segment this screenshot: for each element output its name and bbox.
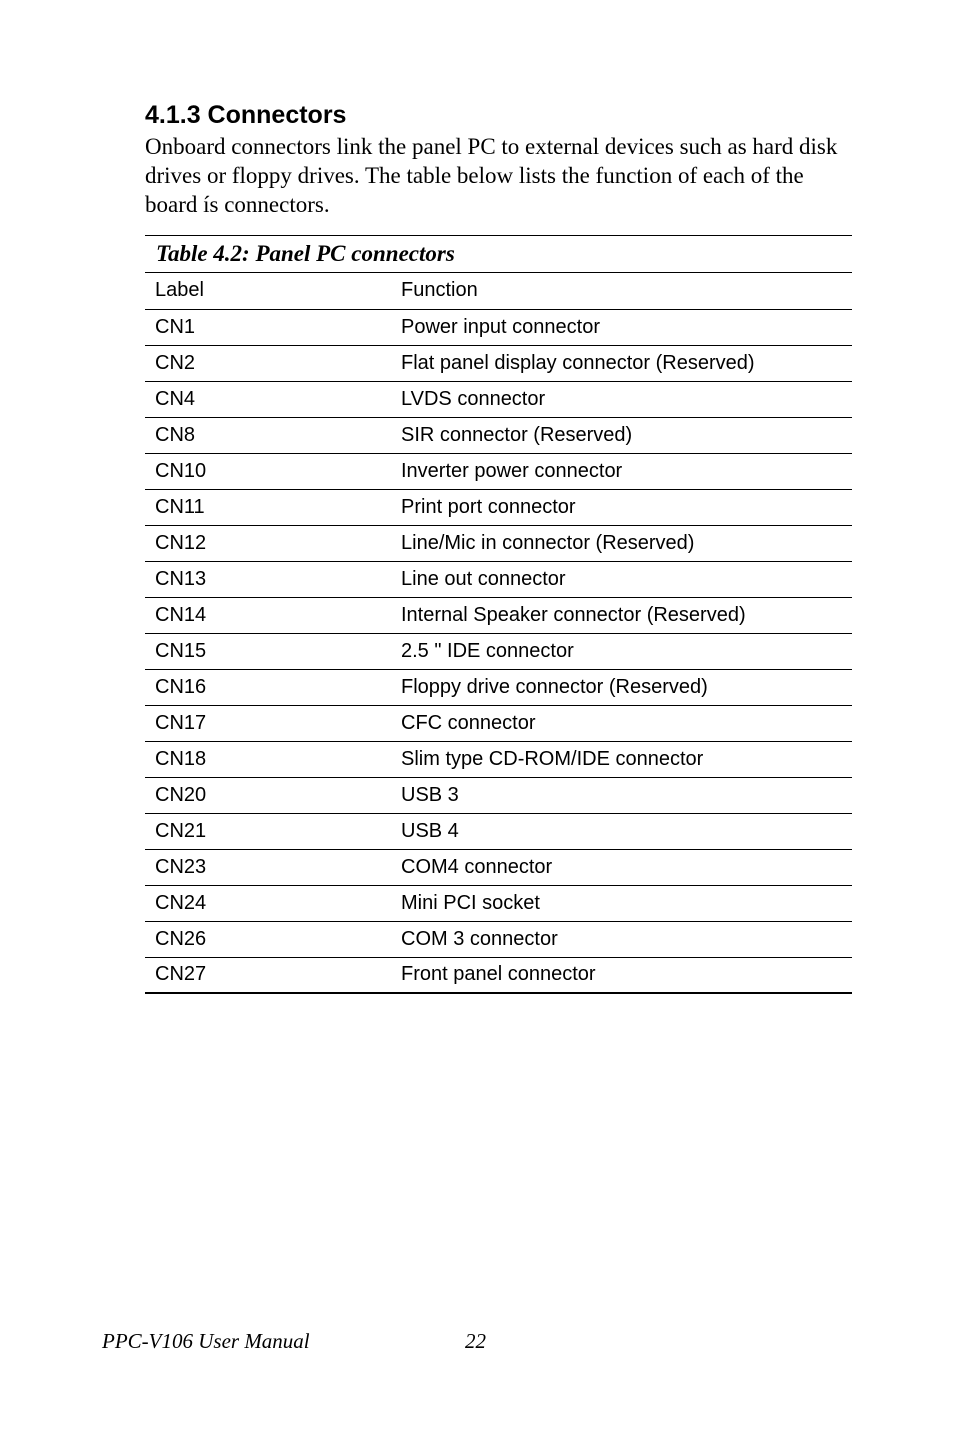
connector-label-cell: CN14: [145, 597, 391, 633]
table-row: [145, 705, 852, 741]
table-row: [145, 309, 852, 345]
connector-function-cell: Line out connector: [391, 561, 852, 597]
connector-function-cell: Front panel connector: [391, 957, 852, 993]
connector-function-cell: Flat panel display connector (Reserved): [391, 345, 852, 381]
connector-function-cell: Mini PCI socket: [391, 885, 852, 921]
connector-function-cell: Line/Mic in connector (Reserved): [391, 525, 852, 561]
table-row: [145, 741, 852, 777]
connector-label-cell: CN1: [145, 309, 391, 345]
table-row: [145, 417, 852, 453]
connector-function-cell: SIR connector (Reserved): [391, 417, 852, 453]
table-caption: Table 4.2: Panel PC connectors: [145, 235, 852, 273]
connector-function-cell: COM 3 connector: [391, 921, 852, 957]
table-row: [145, 921, 852, 957]
connector-function-cell: Floppy drive connector (Reserved): [391, 669, 852, 705]
table-row: [145, 381, 852, 417]
connector-label-cell: CN12: [145, 525, 391, 561]
table-row: [145, 597, 852, 633]
connector-function-cell: Print port connector: [391, 489, 852, 525]
header-label: Label: [145, 273, 391, 309]
table-row: [145, 957, 852, 993]
connector-label-cell: CN18: [145, 741, 391, 777]
connector-function-cell: CFC connector: [391, 705, 852, 741]
connector-function-cell: Power input connector: [391, 309, 852, 345]
table-body: [145, 273, 852, 993]
connector-label-cell: CN24: [145, 885, 391, 921]
connector-label-cell: CN17: [145, 705, 391, 741]
footer-page-number: 22: [465, 1329, 486, 1353]
connector-label-cell: CN2: [145, 345, 391, 381]
connector-label-cell: CN15: [145, 633, 391, 669]
table-row: [145, 345, 852, 381]
connector-label-cell: CN20: [145, 777, 391, 813]
footer-manual-title: PPC-V106 User Manual: [102, 1329, 310, 1353]
header-function: Function: [391, 273, 852, 309]
table-row: [145, 849, 852, 885]
connector-function-cell: Inverter power connector: [391, 453, 852, 489]
connectors-table: [145, 235, 852, 994]
table-row: [145, 669, 852, 705]
table-row: [145, 633, 852, 669]
table-row: [145, 489, 852, 525]
connector-function-cell: USB 3: [391, 777, 852, 813]
connector-function-cell: LVDS connector: [391, 381, 852, 417]
intro-paragraph: Onboard connectors link the panel PC to external devices such as hard disk drives or floppy drives. The table below lists the function of each of the board ís connectors.: [145, 134, 838, 217]
table-header-row: [145, 273, 852, 309]
connector-function-cell: Internal Speaker connector (Reserved): [391, 597, 852, 633]
connector-function-cell: 2.5 " IDE connector: [391, 633, 852, 669]
connector-function-cell: USB 4: [391, 813, 852, 849]
connector-label-cell: CN26: [145, 921, 391, 957]
table-row: [145, 525, 852, 561]
connector-label-cell: CN23: [145, 849, 391, 885]
table-row: [145, 777, 852, 813]
connector-label-cell: CN4: [145, 381, 391, 417]
table-row: [145, 813, 852, 849]
table-row: [145, 561, 852, 597]
connector-label-cell: CN27: [145, 957, 391, 993]
connector-label-cell: CN11: [145, 489, 391, 525]
connector-function-cell: COM4 connector: [391, 849, 852, 885]
connector-label-cell: CN10: [145, 453, 391, 489]
table-row: [145, 885, 852, 921]
connector-label-cell: CN13: [145, 561, 391, 597]
connectors-table-container: [145, 235, 852, 994]
table-row: [145, 453, 852, 489]
connector-label-cell: CN8: [145, 417, 391, 453]
connector-label-cell: CN16: [145, 669, 391, 705]
connector-label-cell: CN21: [145, 813, 391, 849]
connector-function-cell: Slim type CD-ROM/IDE connector: [391, 741, 852, 777]
section-heading: 4.1.3 Connectors: [145, 101, 347, 129]
